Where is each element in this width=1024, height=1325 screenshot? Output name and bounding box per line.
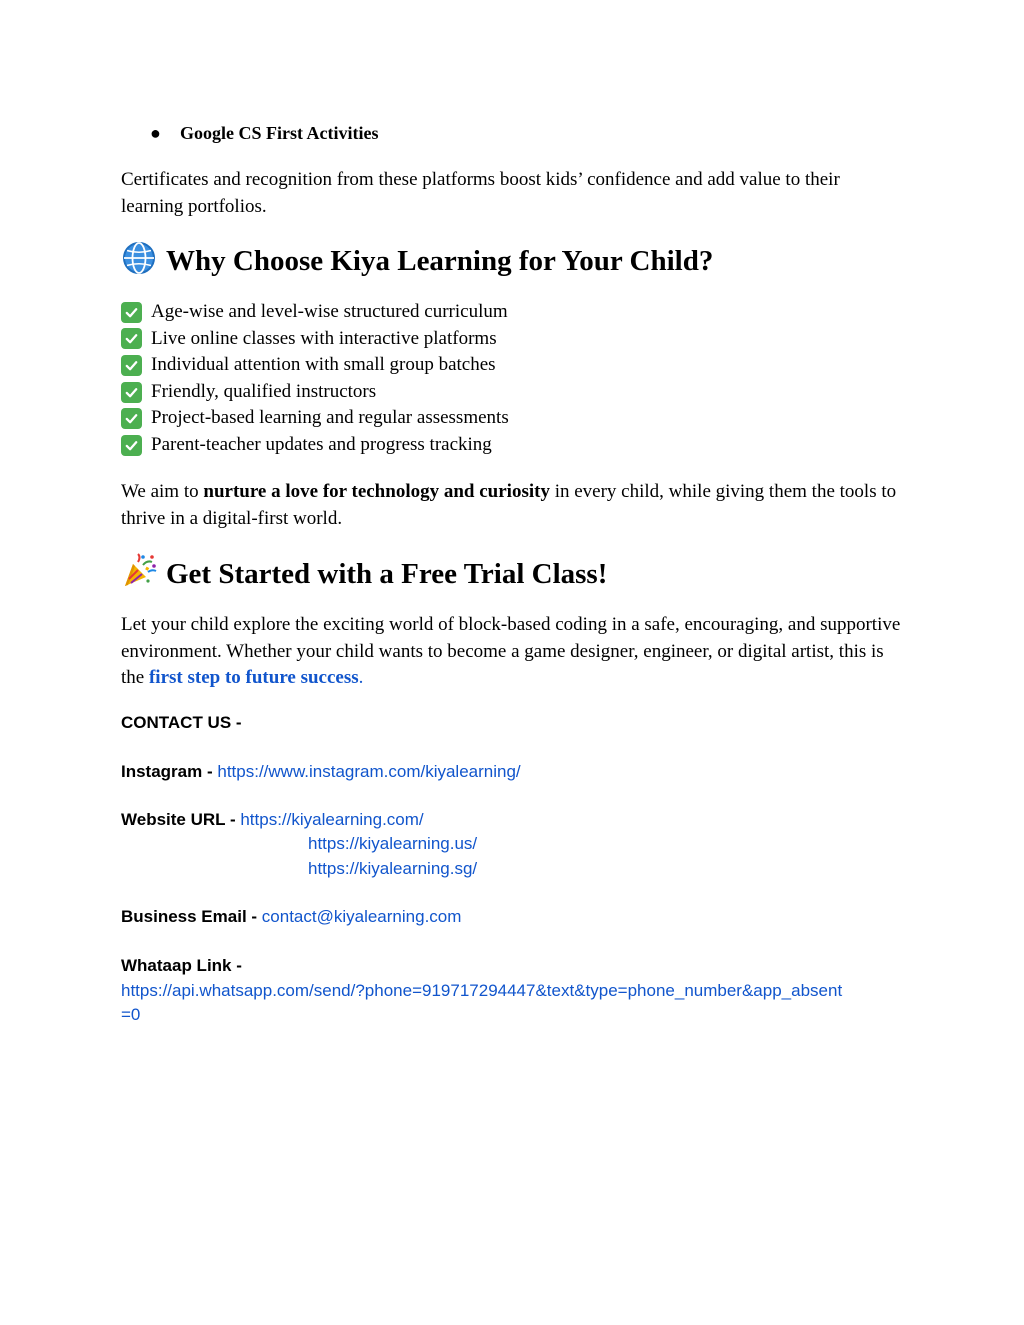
check-item-text: Friendly, qualified instructors — [151, 380, 377, 402]
whatsapp-link-line1 — [121, 979, 842, 1003]
aim-text-bold: nurture a love for technology and curiosity — [203, 481, 550, 502]
whatsapp-link[interactable]: https://api.whatsapp.com/send/?phone=919717294447&text&type=phone_number&app_absent — [121, 981, 843, 1000]
check-mark-icon — [121, 435, 142, 456]
section-heading-free-trial — [121, 553, 607, 592]
certificates-paragraph: Certificates and recognition from these platforms boost kids’ confidence and add value to their learning portfolios. — [121, 169, 840, 217]
check-mark-icon — [121, 355, 142, 376]
aim-paragraph — [121, 479, 906, 532]
check-item-text: Parent-teacher updates and progress tracking — [151, 433, 492, 455]
instagram-row — [121, 760, 521, 784]
check-item — [121, 432, 509, 459]
email-label: Business Email - — [121, 907, 262, 926]
whatsapp-label: Whataap Link - — [121, 956, 242, 975]
globe-icon — [121, 240, 157, 276]
check-mark-icon — [121, 328, 142, 349]
features-checklist — [121, 299, 509, 459]
instagram-label: Instagram - — [121, 762, 218, 781]
check-item — [121, 299, 509, 326]
check-item — [121, 379, 509, 406]
free-trial-heading-text: Get Started with a Free Trial Class! — [166, 558, 608, 590]
check-item — [121, 352, 509, 379]
check-item-text: Individual attention with small group batches — [151, 354, 496, 376]
whatsapp-link-line2 — [121, 1003, 140, 1027]
check-item-text: Live online classes with interactive platforms — [151, 327, 497, 349]
whatsapp-row — [121, 954, 242, 978]
check-mark-icon — [121, 382, 142, 403]
future-success-link[interactable]: first step to future success — [148, 667, 359, 688]
website-link-us[interactable]: https://kiyalearning.us/ — [308, 834, 478, 853]
contact-heading — [121, 711, 242, 735]
instagram-link[interactable]: https://www.instagram.com/kiyalearning/ — [217, 762, 521, 781]
check-item — [121, 405, 509, 432]
bullet-item — [150, 121, 378, 145]
whatsapp-link-continued[interactable]: =0 — [121, 1005, 141, 1024]
why-choose-heading-text: Why Choose Kiya Learning for Your Child? — [166, 245, 714, 277]
website-link-com[interactable]: https://kiyalearning.com/ — [240, 810, 424, 829]
email-link[interactable]: contact@kiyalearning.com — [261, 907, 462, 926]
bullet-text: Google CS First Activities — [180, 123, 379, 143]
check-item-text: Project-based learning and regular assessments — [151, 407, 509, 429]
check-item-text: Age-wise and level-wise structured curriculum — [151, 301, 508, 322]
check-mark-icon — [121, 408, 142, 429]
aim-text-pre: We aim to — [121, 481, 204, 502]
website-label: Website URL - — [121, 810, 241, 829]
contact-heading-text: CONTACT US - — [121, 713, 242, 732]
website-row-us — [308, 832, 477, 856]
website-row-sg — [308, 857, 477, 881]
website-link-sg[interactable]: https://kiyalearning.sg/ — [308, 859, 478, 878]
check-mark-icon — [121, 302, 142, 323]
bullet-marker: ● — [150, 123, 161, 143]
party-popper-icon — [121, 553, 157, 589]
aim-text-post: in every child, while giving them the tools to thrive in a digital-first world. — [121, 481, 897, 529]
check-item — [121, 326, 509, 353]
email-row — [121, 905, 461, 929]
explore-text-post: . — [358, 667, 364, 688]
section-heading-why-choose — [121, 240, 713, 279]
explore-text-pre: Let your child explore the exciting world of block-based coding in a safe, encouraging, and supportive environment. Whether your child wants to become a game designer, engineer, or digital artist, this is the — [121, 614, 901, 688]
website-row — [121, 808, 424, 832]
explore-paragraph — [121, 612, 906, 692]
